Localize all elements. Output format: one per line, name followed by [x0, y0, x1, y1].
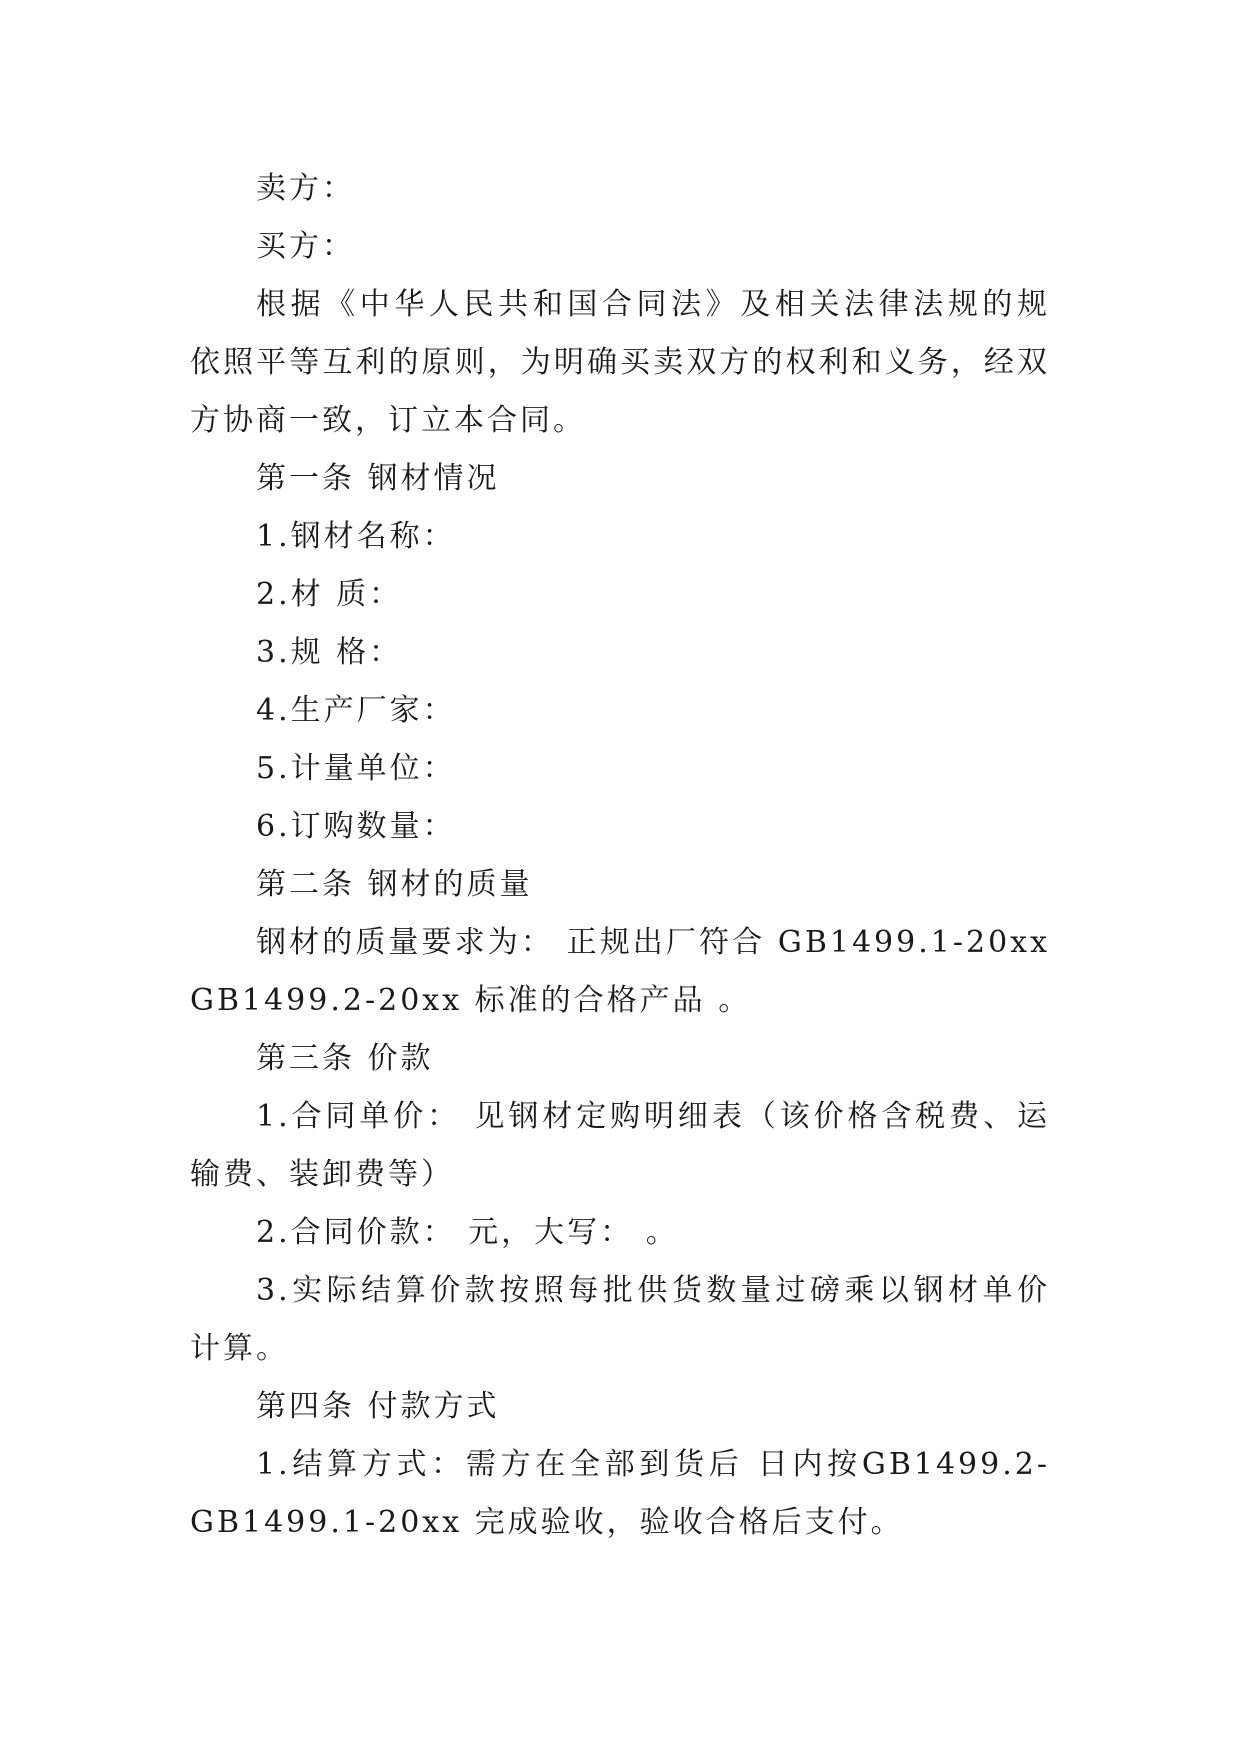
- article-4-item-1a: 1.结算方式：需方在全部到货后 日内按GB1499.2-: [256, 1447, 1050, 1482]
- preamble-line-1: 根据《中华人民共和国合同法》及相关法律法规的规: [256, 287, 1050, 322]
- article-3-item-3a: 3.实际结算价款按照每批供货数量过磅乘以钢材单价: [256, 1273, 1050, 1308]
- buyer-line: 买方：: [256, 229, 355, 264]
- article-2-heading: 第二条 钢材的质量: [256, 867, 533, 902]
- article-3-heading: 第三条 价款: [256, 1041, 434, 1076]
- article-1-item-5: 5.计量单位：: [256, 751, 456, 786]
- article-3-item-3b: 计算。: [190, 1331, 289, 1366]
- article-4-item-1b: GB1499.1-20xx 完成验收，验收合格后支付。: [190, 1505, 904, 1540]
- article-1-item-2: 2.材 质：: [256, 577, 403, 612]
- preamble-line-3: 方协商一致，订立本合同。: [190, 403, 586, 438]
- article-1-item-4: 4.生产厂家：: [256, 693, 456, 728]
- article-1-item-3: 3.规 格：: [256, 635, 403, 670]
- seller-line: 卖方：: [256, 171, 355, 206]
- article-4-heading: 第四条 付款方式: [256, 1389, 500, 1424]
- article-2-text-2: GB1499.2-20xx 标准的合格产品 。: [190, 983, 752, 1018]
- preamble-line-2: 依照平等互利的原则，为明确买卖双方的权利和义务，经双: [190, 345, 1050, 380]
- article-3-item-1a: 1.合同单价： 见钢材定购明细表（该价格含税费、运: [256, 1099, 1050, 1134]
- article-3-item-1b: 输费、装卸费等）: [190, 1157, 454, 1192]
- contract-page: [190, 160, 1050, 1552]
- article-2-text-1: 钢材的质量要求为： 正规出厂符合 GB1499.1-20xx: [256, 925, 1050, 960]
- article-1-item-6: 6.订购数量：: [256, 809, 456, 844]
- article-1-item-1: 1.钢材名称：: [256, 519, 456, 554]
- article-3-item-2: 2.合同价款： 元，大写： 。: [256, 1215, 679, 1250]
- article-1-heading: 第一条 钢材情况: [256, 461, 500, 496]
